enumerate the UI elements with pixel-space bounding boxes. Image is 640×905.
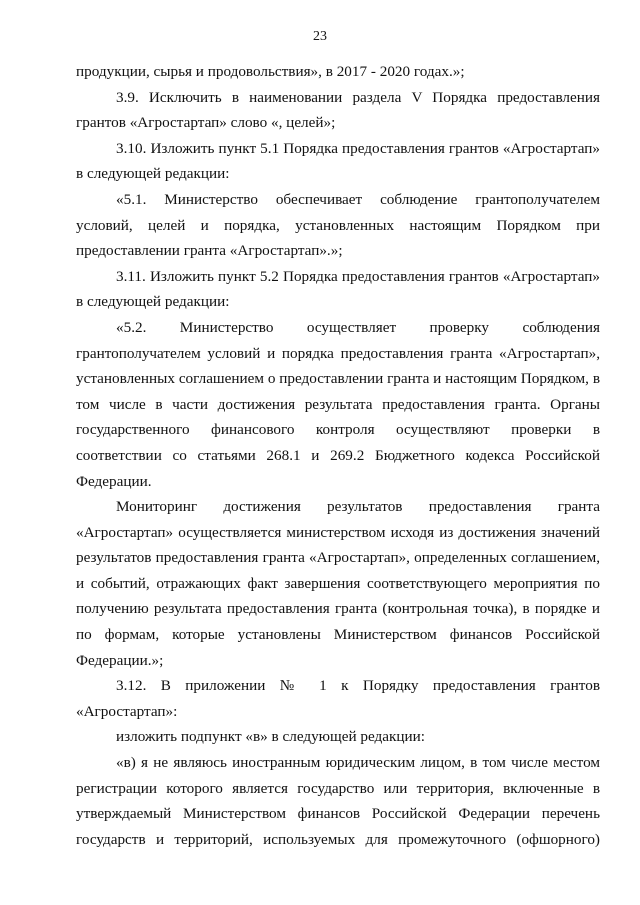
paragraph-item-3-12: 3.12. В приложении № 1 к Порядку предоставления грантов «Агростартап»:	[76, 677, 600, 720]
page-number: 23	[313, 29, 327, 44]
paragraph-quote-5-1: «5.1. Министерство обеспечивает соблюдение грантополучателем условий, целей и порядка, установленных настоящим Порядком при предоставлении гранта «Агростартап».»;	[76, 190, 600, 260]
paragraph-continuation: продукции, сырья и продовольствия», в 2017 - 2020 годах.»;	[76, 63, 465, 80]
document-body	[76, 59, 600, 852]
paragraph-item-3-10: 3.10. Изложить пункт 5.1 Порядка предоставления грантов «Агростартап» в следующей редакции:	[76, 139, 600, 183]
paragraph-item-3-9: 3.9. Исключить в наименовании раздела V Порядка предоставления грантов «Агростартап» слово «, целей»;	[76, 88, 600, 132]
paragraph-quote-5-2: «5.2. Министерство осуществляет проверку соблюдения грантополучателем условий и порядка предоставления гранта «Агростартап», установленных соглашением о предоставлении гранта и настоящим Порядком, в том числе в части достижения результата предоставления гранта. Органы государственного финансового контроля осуществляют проверки в соответствии со статьями 268.1 и 269.2 Бюджетного кодекса Российской Федерации.	[76, 318, 600, 490]
paragraph-item-3-11: 3.11. Изложить пункт 5.2 Порядка предоставления грантов «Агростартап» в следующей редакции:	[76, 267, 600, 311]
paragraph-monitoring: Мониторинг достижения результатов предоставления гранта «Агростартап» осуществляется министерством исходя из достижения значений результатов предоставления гранта «Агростартап», определенных соглашением, и событий, отражающих факт завершения соответствующего мероприятия по получению результата предоставления гранта (контрольная точка), в порядке и по формам, которые установлены Министерством финансов Российской Федерации.»;	[76, 498, 600, 669]
paragraph-subitem-v: «в) я не являюсь иностранным юридическим лицом, в том числе местом регистрации которого является государство или территория, включенные в утверждаемый Министерством финансов Российской Федерации перечень государств и территорий, используемых для промежуточного (офшорного)	[76, 754, 600, 848]
paragraph-subitem-instruction: изложить подпункт «в» в следующей редакции:	[116, 728, 425, 746]
